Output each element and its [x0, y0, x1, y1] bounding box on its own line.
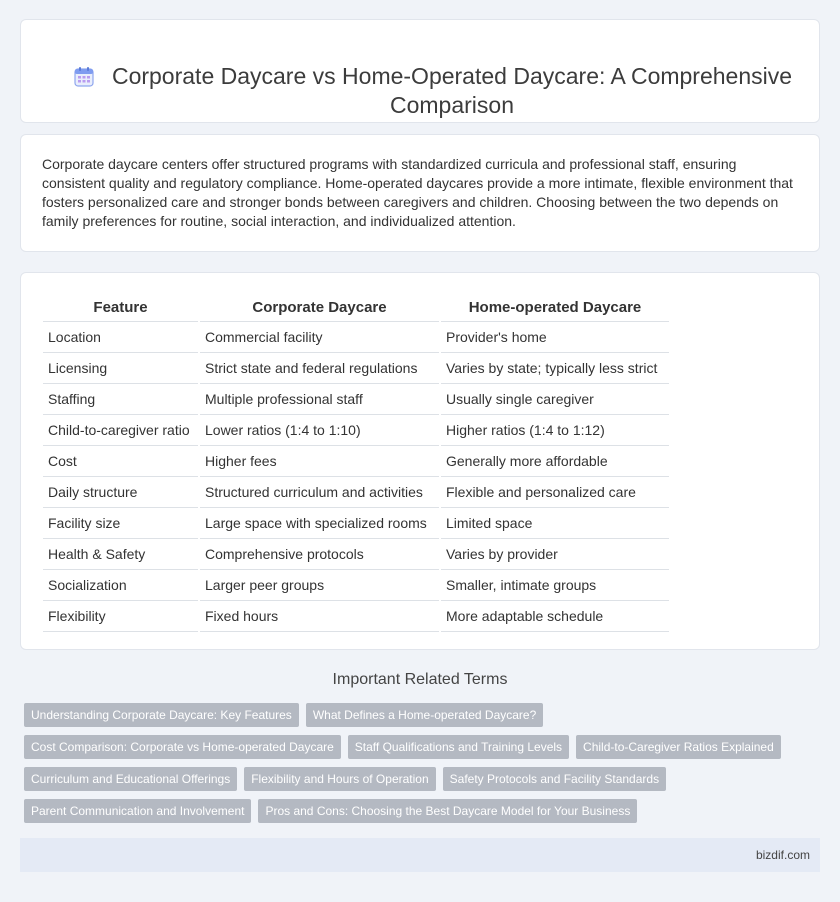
feature-cell: Health & Safety	[43, 538, 199, 569]
feature-cell: Flexibility	[43, 600, 199, 631]
corporate-cell: Commercial facility	[199, 321, 440, 352]
home-cell: Usually single caregiver	[440, 383, 670, 414]
corporate-cell: Structured curriculum and activities	[199, 476, 440, 507]
table-row	[43, 383, 670, 414]
intro-card	[20, 134, 820, 252]
footer-brand: bizdif.com	[755, 848, 810, 862]
related-term-link[interactable]: Cost Comparison: Corporate vs Home-operated Daycare	[24, 735, 341, 759]
home-cell: Varies by state; typically less strict	[440, 352, 670, 383]
feature-cell: Licensing	[43, 352, 199, 383]
header-card	[20, 19, 820, 123]
column-header-home: Home-operated Daycare	[440, 295, 670, 321]
table-row	[43, 445, 670, 476]
tag-row	[24, 799, 814, 823]
corporate-cell: Fixed hours	[199, 600, 440, 631]
comparison-table	[43, 295, 671, 632]
feature-cell: Child-to-caregiver ratio	[43, 414, 199, 445]
related-terms-list	[24, 703, 814, 831]
feature-cell: Staffing	[43, 383, 199, 414]
related-term-link[interactable]: Pros and Cons: Choosing the Best Daycare Model for Your Business	[258, 799, 637, 823]
intro-text: Corporate daycare centers offer structured programs with standardized curricula and professional staff, ensuring consistent quality and regulatory compliance. Home-operated daycares provide a more intimate, flexible environment that fosters personalized care and stronger bonds between caregivers and children. Choosing between the two depends on family preferences for routine, social interaction, and individualized attention.	[42, 156, 793, 229]
feature-cell: Socialization	[43, 569, 199, 600]
table-row	[43, 569, 670, 600]
comparison-card	[20, 272, 820, 650]
table-row	[43, 538, 670, 569]
home-cell: Generally more affordable	[440, 445, 670, 476]
feature-cell: Cost	[43, 445, 199, 476]
table-row	[43, 414, 670, 445]
column-header-corporate: Corporate Daycare	[199, 295, 440, 321]
corporate-cell: Large space with specialized rooms	[199, 507, 440, 538]
related-term-link[interactable]: Staff Qualifications and Training Levels	[348, 735, 569, 759]
calendar-icon	[73, 66, 95, 88]
related-term-link[interactable]: Understanding Corporate Daycare: Key Features	[24, 703, 299, 727]
related-term-link[interactable]: Safety Protocols and Facility Standards	[443, 767, 666, 791]
corporate-cell: Larger peer groups	[199, 569, 440, 600]
page-title: Corporate Daycare vs Home-Operated Daycare: A Comprehensive Comparison	[111, 63, 793, 118]
related-term-link[interactable]: Curriculum and Educational Offerings	[24, 767, 237, 791]
corporate-cell: Comprehensive protocols	[199, 538, 440, 569]
home-cell: Higher ratios (1:4 to 1:12)	[440, 414, 670, 445]
tag-row	[24, 767, 814, 791]
table-row	[43, 321, 670, 352]
column-header-feature: Feature	[43, 295, 199, 321]
home-cell: Limited space	[440, 507, 670, 538]
table-row	[43, 476, 670, 507]
table-row	[43, 507, 670, 538]
related-term-link[interactable]: Child-to-Caregiver Ratios Explained	[576, 735, 781, 759]
table-row	[43, 600, 670, 631]
home-cell: Flexible and personalized care	[440, 476, 670, 507]
home-cell: Provider's home	[440, 321, 670, 352]
table-row	[43, 352, 670, 383]
home-cell: Smaller, intimate groups	[440, 569, 670, 600]
feature-cell: Location	[43, 321, 199, 352]
corporate-cell: Higher fees	[199, 445, 440, 476]
table-header-row	[43, 295, 670, 321]
corporate-cell: Lower ratios (1:4 to 1:10)	[199, 414, 440, 445]
home-cell: More adaptable schedule	[440, 600, 670, 631]
footer	[20, 838, 820, 872]
related-terms-title: Important Related Terms	[332, 671, 508, 688]
home-cell: Varies by provider	[440, 538, 670, 569]
tag-row	[24, 703, 814, 727]
related-term-link[interactable]: Parent Communication and Involvement	[24, 799, 251, 823]
feature-cell: Daily structure	[43, 476, 199, 507]
feature-cell: Facility size	[43, 507, 199, 538]
related-term-link[interactable]: What Defines a Home-operated Daycare?	[306, 703, 543, 727]
tag-row	[24, 735, 814, 759]
related-term-link[interactable]: Flexibility and Hours of Operation	[244, 767, 435, 791]
corporate-cell: Strict state and federal regulations	[199, 352, 440, 383]
corporate-cell: Multiple professional staff	[199, 383, 440, 414]
